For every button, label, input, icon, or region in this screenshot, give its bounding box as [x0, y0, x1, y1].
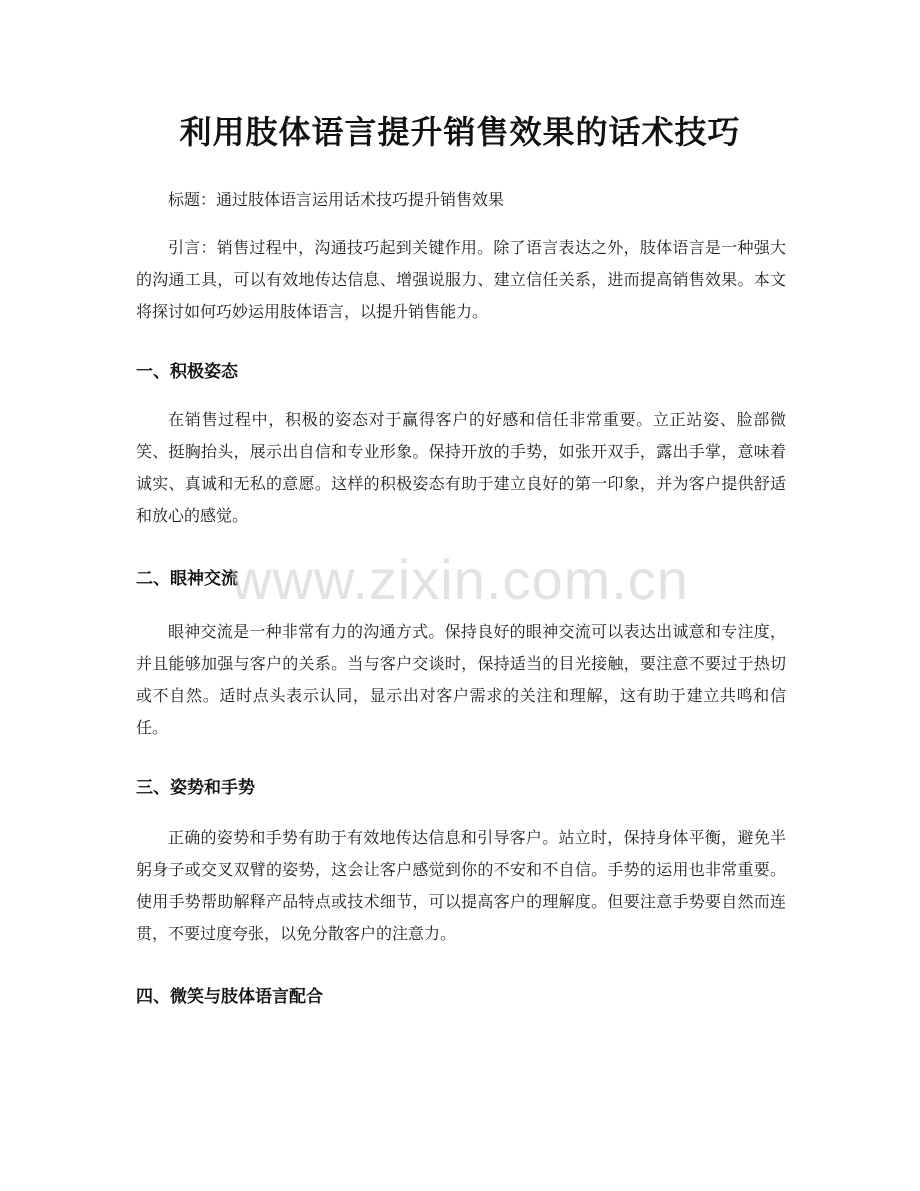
document-title: 利用肢体语言提升销售效果的话术技巧: [179, 113, 741, 151]
section-heading-2: 二、眼神交流: [136, 569, 238, 589]
section-heading-4: 四、微笑与肢体语言配合: [136, 987, 323, 1007]
section-heading-1: 一、积极姿态: [136, 362, 238, 382]
intro-paragraph: 引言：销售过程中，沟通技巧起到关键作用。除了语言表达之外，肢体语言是一种强大的沟通工具，可以有效地传达信息、增强说服力、建立信任关系，进而提高销售效果。本文将探讨如何巧妙运用肢体语言，以提升销售能力。: [136, 238, 786, 321]
watermark: www.zixin.com.cn: [231, 548, 689, 611]
section-heading-3: 三、姿势和手势: [136, 778, 255, 798]
document-subtitle: 标题：通过肢体语言运用话术技巧提升销售效果: [168, 190, 505, 209]
section-body-3: 正确的姿势和手势有助于有效地传达信息和引导客户。站立时，保持身体平衡，避免半躬身子或交叉双臂的姿势，这会让客户感觉到你的不安和不自信。手势的运用也非常重要。使用手势帮助解释产品特点或技术细节，可以提高客户的理解度。但要注意手势要自然而连贯，不要过度夸张，以免分散客户的注意力。: [136, 828, 786, 943]
section-body-1: 在销售过程中，积极的姿态对于赢得客户的好感和信任非常重要。立正站姿、脸部微笑、挺胸抬头，展示出自信和专业形象。保持开放的手势，如张开双手，露出手掌，意味着诚实、真诚和无私的意愿。这样的积极姿态有助于建立良好的第一印象，并为客户提供舒适和放心的感觉。: [136, 410, 786, 525]
section-body-2: 眼神交流是一种非常有力的沟通方式。保持良好的眼神交流可以表达出诚意和专注度，并且能够加强与客户的关系。当与客户交谈时，保持适当的目光接触，要注意不要过于热切或不自然。适时点头表示认同，显示出对客户需求的关注和理解，这有助于建立共鸣和信任。: [136, 622, 786, 737]
